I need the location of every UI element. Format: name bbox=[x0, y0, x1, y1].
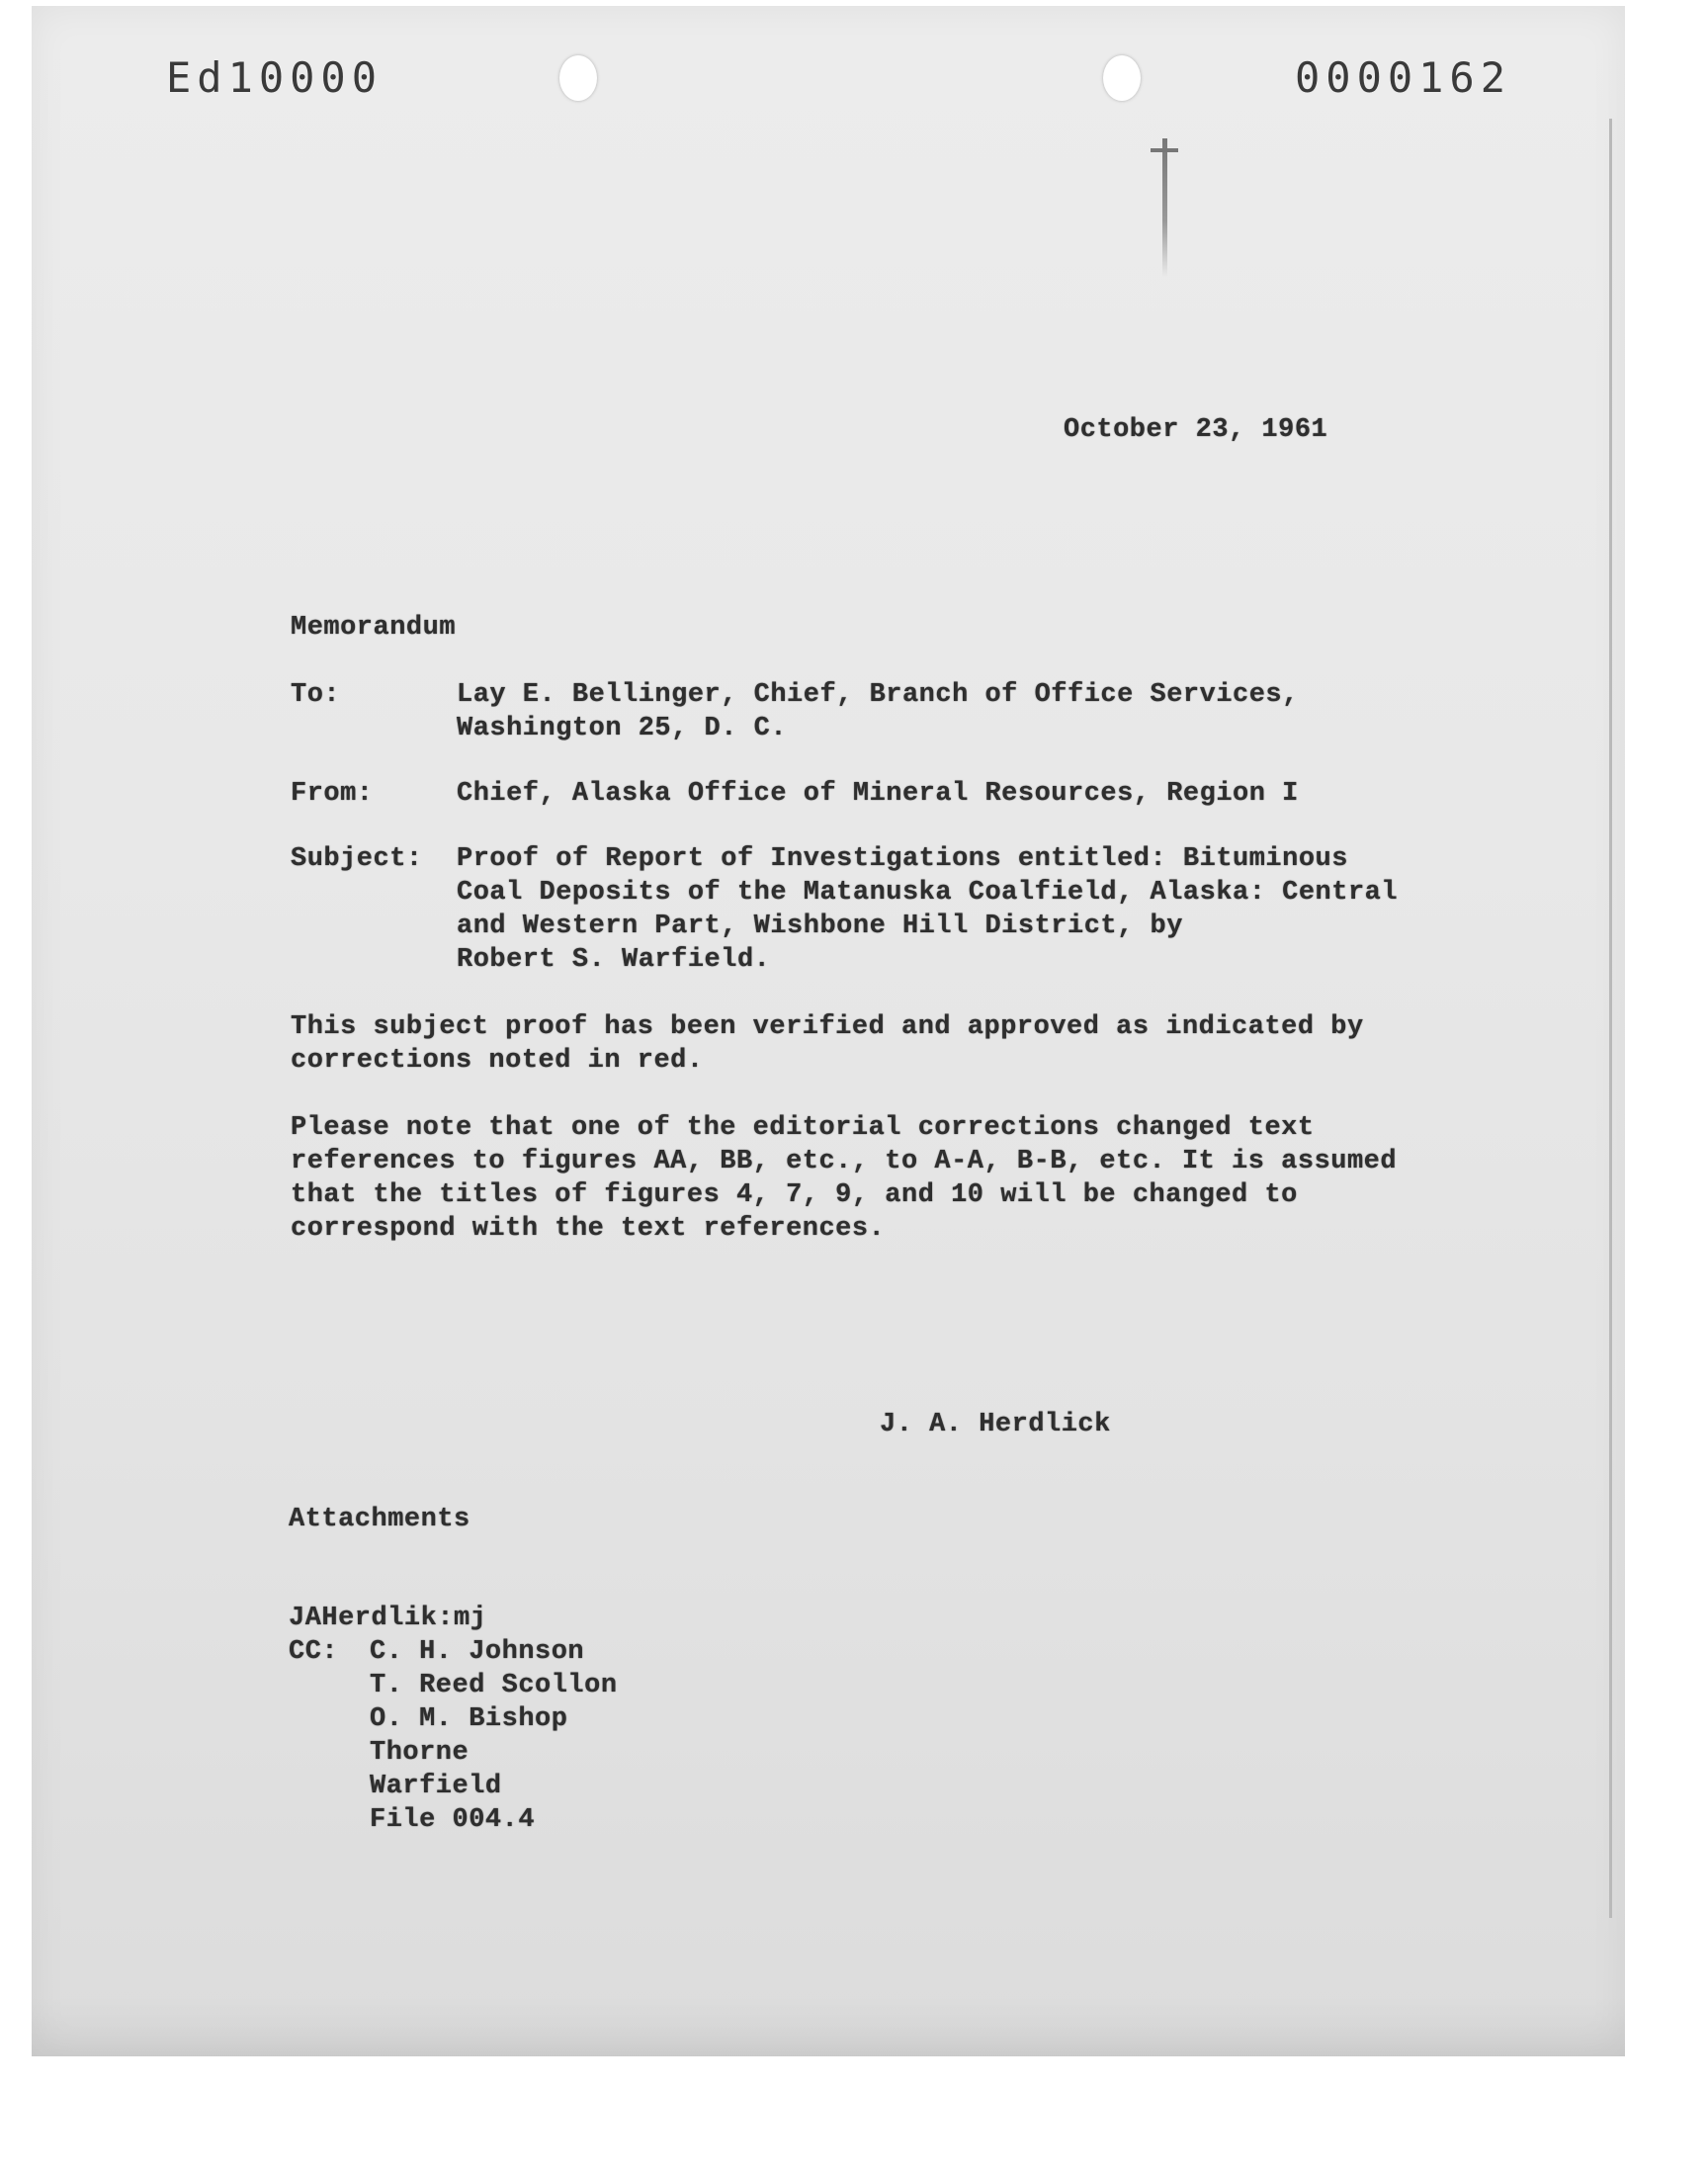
to-line: Lay E. Bellinger, Chief, Branch of Office Services, bbox=[457, 680, 1299, 710]
to-line: Washington 25, D. C. bbox=[457, 714, 788, 743]
paragraph-line: Please note that one of the editorial corrections changed text bbox=[291, 1113, 1315, 1143]
paper-shadow bbox=[32, 1997, 1625, 2056]
cc-recipient: Warfield bbox=[370, 1772, 502, 1801]
body-paragraph-2 bbox=[291, 1111, 1427, 1246]
cc-recipient: C. H. Johnson bbox=[370, 1637, 585, 1667]
subject-row bbox=[291, 842, 1427, 977]
memo-date: October 23, 1961 bbox=[1064, 415, 1328, 445]
memo-heading: Memorandum bbox=[291, 613, 457, 643]
paragraph-line: references to figures AA, BB, etc., to A-A, B-B, etc. It is assumed bbox=[291, 1147, 1398, 1176]
to-value bbox=[457, 678, 1427, 745]
cc-recipient: Thorne bbox=[370, 1738, 470, 1768]
document-stamp-left: Ed10000 bbox=[166, 53, 384, 102]
from-row bbox=[291, 777, 1427, 811]
punch-hole-right bbox=[1103, 55, 1141, 101]
attachments-label: Attachments bbox=[289, 1505, 470, 1534]
document-stamp-right: 0000162 bbox=[1295, 53, 1512, 102]
punch-hole-left bbox=[559, 55, 597, 101]
subject-value bbox=[457, 842, 1427, 977]
cc-recipient: File 004.4 bbox=[370, 1805, 536, 1835]
cc-recipient: T. Reed Scollon bbox=[370, 1671, 618, 1700]
body-paragraph-1 bbox=[291, 1010, 1427, 1078]
subject-label: Subject: bbox=[291, 844, 423, 874]
pen-mark-tick bbox=[1151, 148, 1178, 152]
paragraph-line: correspond with the text references. bbox=[291, 1214, 886, 1244]
cc-label: CC: bbox=[289, 1637, 339, 1667]
to-label: To: bbox=[291, 680, 341, 710]
cc-list bbox=[370, 1635, 618, 1837]
subject-line: and Western Part, Wishbone Hill District, by bbox=[457, 912, 1183, 941]
paragraph-line: This subject proof has been verified and approved as indicated by bbox=[291, 1012, 1364, 1042]
pen-mark bbox=[1162, 138, 1167, 277]
subject-line: Robert S. Warfield. bbox=[457, 945, 771, 975]
from-value: Chief, Alaska Office of Mineral Resources, Region I bbox=[457, 779, 1299, 809]
from-label: From: bbox=[291, 779, 374, 809]
paragraph-line: that the titles of figures 4, 7, 9, and 10 will be changed to bbox=[291, 1180, 1298, 1210]
paper-edge bbox=[1609, 119, 1612, 1918]
subject-line: Coal Deposits of the Matanuska Coalfield, Alaska: Central bbox=[457, 878, 1399, 908]
cc-recipient: O. M. Bishop bbox=[370, 1704, 568, 1734]
to-row bbox=[291, 678, 1427, 745]
cc-block bbox=[289, 1635, 618, 1837]
subject-line: Proof of Report of Investigations entitled: Bituminous bbox=[457, 844, 1348, 874]
paragraph-line: corrections noted in red. bbox=[291, 1046, 704, 1076]
typist-initials: JAHerdlik:mj bbox=[289, 1604, 487, 1633]
signature-name: J. A. Herdlick bbox=[880, 1410, 1111, 1439]
